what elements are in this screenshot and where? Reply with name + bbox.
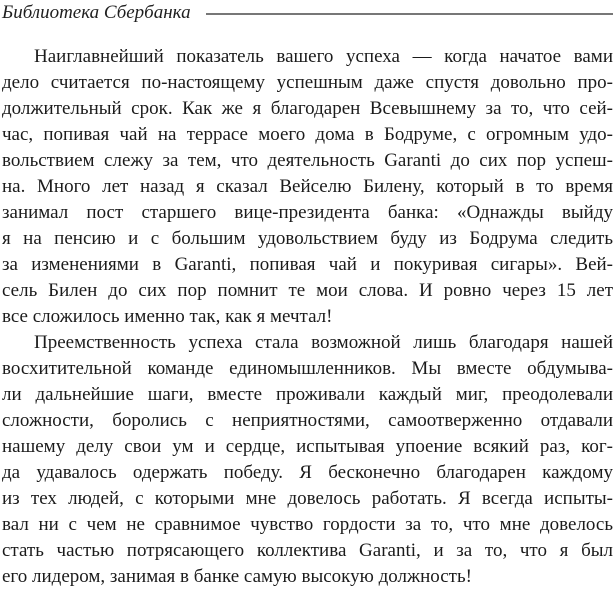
text-line: восхитительной команде единомышленников. Мы вместе обдумыва- xyxy=(2,358,613,379)
text-line: Преемственность успеха стала возможной лишь благодаря нашей xyxy=(34,332,613,353)
text-line: из тех людей, с которыми мне довелось работать. Я всегда испыты- xyxy=(2,488,613,509)
text-line: все сложилось именно так, как я мечтал! xyxy=(2,306,333,327)
text-line: Наиглавнейший показатель вашего успеха — когда начатое вами xyxy=(34,46,613,67)
text-line: должительный срок. Как же я благодарен Всевышнему за то, что сей- xyxy=(2,98,613,119)
text-line: нашему делу свои ум и сердце, испытывая упоение всякий раз, ког- xyxy=(2,436,613,457)
text-line: дело считается по-настоящему успешным даже спустя довольно про- xyxy=(2,72,613,93)
text-line: сложности, боролись с неприятностями, самоотверженно отдавали xyxy=(2,410,613,431)
text-line: сель Билен до сих пор помнит те мои слова. И ровно через 15 лет xyxy=(2,280,613,301)
text-line: я на пенсию и с большим удовольствием буду из Бодрума следить xyxy=(2,228,613,249)
page-header xyxy=(2,2,613,24)
running-head-title: Библиотека Сбербанка xyxy=(2,2,191,23)
text-line: за изменениями в Garanti, попивая чай и покуривая сигары». Вей- xyxy=(2,254,613,275)
text-line: ли дальнейшие шаги, вместе проживали каждый миг, преодолевали xyxy=(2,384,613,405)
text-line: да удавалось одержать победу. Я бесконечно благодарен каждому xyxy=(2,462,613,483)
text-line: вольствием слежу за тем, что деятельность Garanti до сих пор успеш- xyxy=(2,150,613,171)
text-line: его лидером, занимая в банке самую высокую должность! xyxy=(2,566,472,587)
paragraph xyxy=(2,330,613,590)
text-line: на. Много лет назад я сказал Вейселю Билену, который в то время xyxy=(2,176,613,197)
text-line: стать частью потрясающего коллектива Garanti, и за то, что я был xyxy=(2,540,613,561)
page-text xyxy=(2,44,613,590)
text-line: вал ни с чем не сравнимое чувство гордости за то, что мне довелось xyxy=(2,514,613,535)
text-line: час, попивая чай на террасе моего дома в Бодруме, с огромным удо- xyxy=(2,124,613,145)
paragraph xyxy=(2,44,613,330)
header-rule xyxy=(206,13,613,15)
text-line: занимал пост старшего вице-президента банка: «Однажды выйду xyxy=(2,202,613,223)
